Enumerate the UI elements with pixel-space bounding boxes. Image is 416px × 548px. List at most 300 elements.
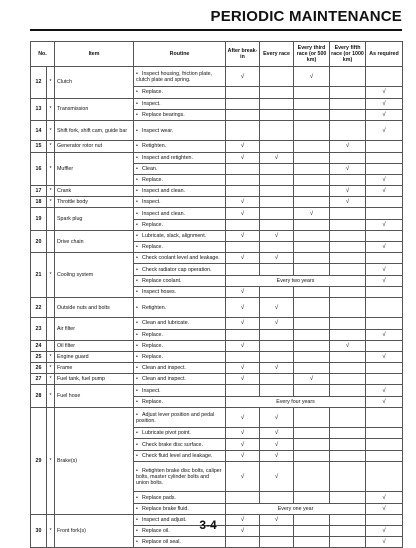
routine-cell xyxy=(134,163,226,174)
check-mark xyxy=(330,208,366,219)
specialist-mark xyxy=(47,208,55,230)
interval-span: Every one year xyxy=(226,503,366,514)
check-mark xyxy=(294,87,330,98)
check-mark xyxy=(366,461,403,492)
routine-text: Replace pads. xyxy=(142,494,176,501)
specialist-mark: * xyxy=(47,514,55,548)
page-title: PERIODIC MAINTENANCE xyxy=(210,8,402,25)
routine-text: Retighten. xyxy=(142,143,167,150)
check-mark: √ xyxy=(226,514,260,525)
table-row xyxy=(31,141,403,152)
check-mark xyxy=(330,286,366,297)
item-name: Generator rotor nut xyxy=(55,141,134,152)
bullet-icon: • xyxy=(136,244,138,251)
check-mark xyxy=(366,407,403,427)
bullet-icon: • xyxy=(136,143,138,150)
check-mark: √ xyxy=(330,163,366,174)
page-number: 3-4 xyxy=(199,518,217,532)
routine-cell xyxy=(134,87,226,98)
bullet-icon: • xyxy=(136,127,138,134)
check-mark xyxy=(330,120,366,140)
item-name: Fuel tank, fuel pump xyxy=(55,374,134,385)
routine-text: Replace. xyxy=(142,221,163,228)
item-name: Drive chain xyxy=(55,230,134,252)
routine-cell xyxy=(134,197,226,208)
routine-cell xyxy=(134,363,226,374)
check-mark xyxy=(366,152,403,163)
check-mark xyxy=(330,109,366,120)
check-mark: √ xyxy=(226,374,260,385)
check-mark: √ xyxy=(294,67,330,87)
check-mark xyxy=(260,141,294,152)
check-mark xyxy=(260,208,294,219)
check-mark xyxy=(366,340,403,351)
check-mark xyxy=(260,340,294,351)
bullet-icon: • xyxy=(136,467,138,474)
item-number: 25 xyxy=(31,351,47,362)
check-mark xyxy=(330,297,366,317)
check-mark xyxy=(294,407,330,427)
specialist-mark: * xyxy=(47,197,55,208)
item-number: 19 xyxy=(31,208,47,230)
check-mark: √ xyxy=(260,428,294,439)
check-mark: √ xyxy=(226,297,260,317)
check-mark xyxy=(226,492,260,503)
routine-cell xyxy=(134,186,226,197)
check-mark xyxy=(260,374,294,385)
table-row xyxy=(31,407,403,427)
check-mark: √ xyxy=(366,264,403,275)
page-header xyxy=(0,0,416,34)
item-name: Spark plug xyxy=(55,208,134,230)
routine-cell xyxy=(134,275,226,286)
check-mark xyxy=(260,67,294,87)
check-mark xyxy=(260,197,294,208)
check-mark xyxy=(330,461,366,492)
check-mark: √ xyxy=(260,450,294,461)
check-mark xyxy=(294,461,330,492)
routine-text: Inspect hoses. xyxy=(142,288,177,295)
bullet-icon: • xyxy=(136,430,138,437)
bullet-icon: • xyxy=(136,70,138,77)
item-number: 14 xyxy=(31,120,47,140)
routine-text: Replace. xyxy=(142,398,163,405)
item-name: Clutch xyxy=(55,67,134,99)
check-mark xyxy=(260,163,294,174)
bullet-icon: • xyxy=(136,452,138,459)
check-mark xyxy=(294,297,330,317)
check-mark: √ xyxy=(366,120,403,140)
check-mark: √ xyxy=(366,385,403,396)
bullet-icon: • xyxy=(136,441,138,448)
routine-cell xyxy=(134,503,226,514)
col-header-every-third-race: Every third race (or 500 km) xyxy=(294,42,330,67)
routine-text: Inspect housing, friction plate, clutch plate and spring. xyxy=(136,70,213,83)
routine-text: Retighten brake disc bolts, caliper bolts, master cylinder bolts and union bolts. xyxy=(136,467,222,486)
check-mark: √ xyxy=(260,363,294,374)
check-mark: √ xyxy=(226,230,260,241)
item-number: 30 xyxy=(31,514,47,548)
col-header-every-fifth-race: Every fifth race (or 1000 km) xyxy=(330,42,366,67)
routine-text: Lubricate pivot point. xyxy=(142,430,191,437)
table-header-row xyxy=(31,42,403,67)
routine-cell xyxy=(134,385,226,396)
routine-text: Check brake disc surface. xyxy=(142,441,203,448)
check-mark xyxy=(330,363,366,374)
check-mark xyxy=(330,407,366,427)
table-row xyxy=(31,385,403,396)
check-mark xyxy=(294,141,330,152)
check-mark xyxy=(294,537,330,548)
check-mark: √ xyxy=(366,537,403,548)
bullet-icon: • xyxy=(136,411,138,418)
check-mark xyxy=(294,363,330,374)
bullet-icon: • xyxy=(136,266,138,273)
check-mark: √ xyxy=(260,253,294,264)
check-mark xyxy=(294,351,330,362)
item-name: Oil filter xyxy=(55,340,134,351)
check-mark xyxy=(260,264,294,275)
specialist-mark: * xyxy=(47,351,55,362)
check-mark: √ xyxy=(294,374,330,385)
check-mark xyxy=(330,219,366,230)
routine-text: Replace. xyxy=(142,342,163,349)
bullet-icon: • xyxy=(136,199,138,206)
check-mark: √ xyxy=(260,152,294,163)
check-mark xyxy=(366,230,403,241)
routine-cell xyxy=(134,98,226,109)
check-mark xyxy=(366,439,403,450)
check-mark xyxy=(226,242,260,253)
table-row xyxy=(31,230,403,241)
routine-text: Replace oil. xyxy=(142,528,170,535)
check-mark xyxy=(366,297,403,317)
check-mark xyxy=(226,537,260,548)
check-mark: √ xyxy=(294,208,330,219)
check-mark: √ xyxy=(366,186,403,197)
table-row xyxy=(31,318,403,329)
item-name: Brake(s) xyxy=(55,407,134,514)
check-mark xyxy=(330,253,366,264)
routine-cell xyxy=(134,286,226,297)
check-mark xyxy=(330,152,366,163)
routine-text: Replace coolant. xyxy=(142,277,182,284)
check-mark xyxy=(294,329,330,340)
table-row xyxy=(31,186,403,197)
check-mark xyxy=(260,109,294,120)
check-mark: √ xyxy=(260,439,294,450)
check-mark: √ xyxy=(366,174,403,185)
routine-text: Replace oil seal. xyxy=(142,539,181,546)
item-number: 12 xyxy=(31,67,47,99)
routine-cell xyxy=(134,297,226,317)
check-mark: √ xyxy=(226,197,260,208)
bullet-icon: • xyxy=(136,539,138,546)
bullet-icon: • xyxy=(136,255,138,262)
check-mark: √ xyxy=(226,286,260,297)
check-mark xyxy=(226,385,260,396)
item-number: 29 xyxy=(31,407,47,514)
check-mark: √ xyxy=(366,503,403,514)
check-mark xyxy=(294,286,330,297)
item-number: 20 xyxy=(31,230,47,252)
table-row xyxy=(31,208,403,219)
routine-cell xyxy=(134,374,226,385)
routine-cell xyxy=(134,174,226,185)
routine-cell xyxy=(134,242,226,253)
check-mark: √ xyxy=(366,109,403,120)
check-mark: √ xyxy=(226,450,260,461)
check-mark: √ xyxy=(260,230,294,241)
specialist-mark: * xyxy=(47,253,55,298)
check-mark xyxy=(260,286,294,297)
check-mark xyxy=(294,253,330,264)
check-mark xyxy=(226,109,260,120)
item-number: 13 xyxy=(31,98,47,120)
routine-cell xyxy=(134,230,226,241)
check-mark: √ xyxy=(366,87,403,98)
check-mark xyxy=(330,174,366,185)
routine-cell xyxy=(134,152,226,163)
bullet-icon: • xyxy=(136,528,138,535)
check-mark xyxy=(226,264,260,275)
specialist-mark xyxy=(47,297,55,317)
specialist-mark xyxy=(47,340,55,351)
specialist-mark: * xyxy=(47,141,55,152)
check-mark: √ xyxy=(366,98,403,109)
check-mark xyxy=(294,219,330,230)
bullet-icon: • xyxy=(136,494,138,501)
bullet-icon: • xyxy=(136,89,138,96)
check-mark: √ xyxy=(366,219,403,230)
routine-text: Check coolant level and leakage. xyxy=(142,255,220,262)
check-mark xyxy=(294,264,330,275)
check-mark xyxy=(294,385,330,396)
check-mark xyxy=(366,253,403,264)
item-number: 24 xyxy=(31,340,47,351)
table-row xyxy=(31,340,403,351)
specialist-mark: * xyxy=(47,407,55,514)
routine-cell xyxy=(134,141,226,152)
bullet-icon: • xyxy=(136,398,138,405)
bullet-icon: • xyxy=(136,365,138,372)
check-mark xyxy=(366,450,403,461)
check-mark xyxy=(294,197,330,208)
item-name: Air filter xyxy=(55,318,134,340)
check-mark xyxy=(294,152,330,163)
routine-cell xyxy=(134,537,226,548)
item-number: 21 xyxy=(31,253,47,298)
check-mark: √ xyxy=(226,67,260,87)
check-mark xyxy=(366,67,403,87)
routine-text: Clean. xyxy=(142,165,158,172)
check-mark xyxy=(260,120,294,140)
bullet-icon: • xyxy=(136,387,138,394)
check-mark xyxy=(330,385,366,396)
bullet-icon: • xyxy=(136,320,138,327)
routine-text: Inspect. xyxy=(142,100,161,107)
check-mark xyxy=(294,318,330,329)
check-mark xyxy=(226,174,260,185)
table-row xyxy=(31,351,403,362)
check-mark xyxy=(226,329,260,340)
check-mark: √ xyxy=(260,407,294,427)
check-mark xyxy=(260,385,294,396)
check-mark xyxy=(366,141,403,152)
bullet-icon: • xyxy=(136,210,138,217)
check-mark xyxy=(226,186,260,197)
check-mark xyxy=(330,329,366,340)
routine-text: Inspect. xyxy=(142,387,161,394)
specialist-mark xyxy=(47,318,55,340)
routine-cell xyxy=(134,67,226,87)
routine-cell xyxy=(134,264,226,275)
check-mark xyxy=(330,537,366,548)
col-header-every-race: Every race xyxy=(260,42,294,67)
routine-text: Inspect and clean. xyxy=(142,210,186,217)
routine-cell xyxy=(134,450,226,461)
check-mark xyxy=(330,98,366,109)
bullet-icon: • xyxy=(136,165,138,172)
check-mark xyxy=(260,174,294,185)
check-mark: √ xyxy=(366,351,403,362)
bullet-icon: • xyxy=(136,505,138,512)
check-mark: √ xyxy=(226,253,260,264)
check-mark: √ xyxy=(366,275,403,286)
check-mark: √ xyxy=(260,461,294,492)
check-mark: √ xyxy=(226,318,260,329)
bullet-icon: • xyxy=(136,376,138,383)
check-mark xyxy=(294,163,330,174)
check-mark xyxy=(294,242,330,253)
item-number: 17 xyxy=(31,186,47,197)
check-mark xyxy=(330,428,366,439)
col-header-as-required: As required xyxy=(366,42,403,67)
col-header-item: Item xyxy=(55,42,134,67)
interval-span: Every two years xyxy=(226,275,366,286)
routine-cell xyxy=(134,461,226,492)
check-mark xyxy=(330,264,366,275)
routine-cell xyxy=(134,253,226,264)
routine-text: Clean and inspect. xyxy=(142,365,186,372)
bullet-icon: • xyxy=(136,288,138,295)
routine-text: Inspect and adjust. xyxy=(142,516,187,523)
routine-text: Check fluid level and leakage. xyxy=(142,452,213,459)
check-mark xyxy=(330,67,366,87)
check-mark xyxy=(226,351,260,362)
table-row xyxy=(31,98,403,109)
specialist-mark: * xyxy=(47,98,55,120)
check-mark: √ xyxy=(226,208,260,219)
check-mark xyxy=(294,109,330,120)
bullet-icon: • xyxy=(136,154,138,161)
check-mark: √ xyxy=(330,141,366,152)
check-mark xyxy=(294,439,330,450)
check-mark xyxy=(294,174,330,185)
check-mark xyxy=(366,318,403,329)
check-mark: √ xyxy=(260,297,294,317)
specialist-mark: * xyxy=(47,363,55,374)
check-mark: √ xyxy=(260,514,294,525)
check-mark xyxy=(330,318,366,329)
routine-cell xyxy=(134,318,226,329)
check-mark: √ xyxy=(366,525,403,536)
item-name: Muffler xyxy=(55,152,134,186)
check-mark xyxy=(260,98,294,109)
routine-cell xyxy=(134,396,226,407)
routine-text: Inspect wear. xyxy=(142,127,174,134)
check-mark: √ xyxy=(226,340,260,351)
table-row xyxy=(31,120,403,140)
check-mark xyxy=(260,351,294,362)
check-mark: √ xyxy=(330,197,366,208)
check-mark xyxy=(260,186,294,197)
check-mark xyxy=(260,329,294,340)
check-mark xyxy=(260,537,294,548)
specialist-mark: * xyxy=(47,385,55,407)
specialist-mark: * xyxy=(47,374,55,385)
routine-text: Replace brake fluid. xyxy=(142,505,189,512)
check-mark: √ xyxy=(226,439,260,450)
check-mark: √ xyxy=(226,363,260,374)
item-name: Crank xyxy=(55,186,134,197)
specialist-mark xyxy=(47,230,55,252)
routine-text: Adjust lever position and pedal position. xyxy=(136,411,215,424)
routine-text: Lubricate, slack, alignment. xyxy=(142,232,207,239)
bullet-icon: • xyxy=(136,516,138,523)
bullet-icon: • xyxy=(136,111,138,118)
check-mark xyxy=(366,208,403,219)
table-row xyxy=(31,297,403,317)
check-mark: √ xyxy=(260,318,294,329)
item-number: 23 xyxy=(31,318,47,340)
item-number: 15 xyxy=(31,141,47,152)
routine-cell xyxy=(134,492,226,503)
check-mark xyxy=(260,87,294,98)
item-number: 22 xyxy=(31,297,47,317)
check-mark: √ xyxy=(226,525,260,536)
item-name: Cooling system xyxy=(55,253,134,298)
col-header-no: No. xyxy=(31,42,55,67)
check-mark xyxy=(260,242,294,253)
check-mark xyxy=(330,230,366,241)
routine-cell xyxy=(134,109,226,120)
check-mark: √ xyxy=(366,242,403,253)
check-mark: √ xyxy=(366,492,403,503)
check-mark xyxy=(330,374,366,385)
check-mark xyxy=(366,374,403,385)
check-mark xyxy=(294,492,330,503)
interval-span: Every four years xyxy=(226,396,366,407)
routine-text: Replace. xyxy=(142,89,163,96)
check-mark: √ xyxy=(226,141,260,152)
check-mark: √ xyxy=(366,396,403,407)
routine-text: Replace. xyxy=(142,177,163,183)
routine-cell xyxy=(134,120,226,140)
routine-text: Clean and lubricate. xyxy=(142,320,190,327)
check-mark xyxy=(226,87,260,98)
check-mark xyxy=(330,492,366,503)
check-mark xyxy=(330,242,366,253)
check-mark xyxy=(366,163,403,174)
check-mark xyxy=(226,120,260,140)
specialist-mark: * xyxy=(47,186,55,197)
check-mark xyxy=(330,351,366,362)
check-mark xyxy=(294,98,330,109)
check-mark: √ xyxy=(330,340,366,351)
specialist-mark: * xyxy=(47,152,55,186)
bullet-icon: • xyxy=(136,232,138,239)
